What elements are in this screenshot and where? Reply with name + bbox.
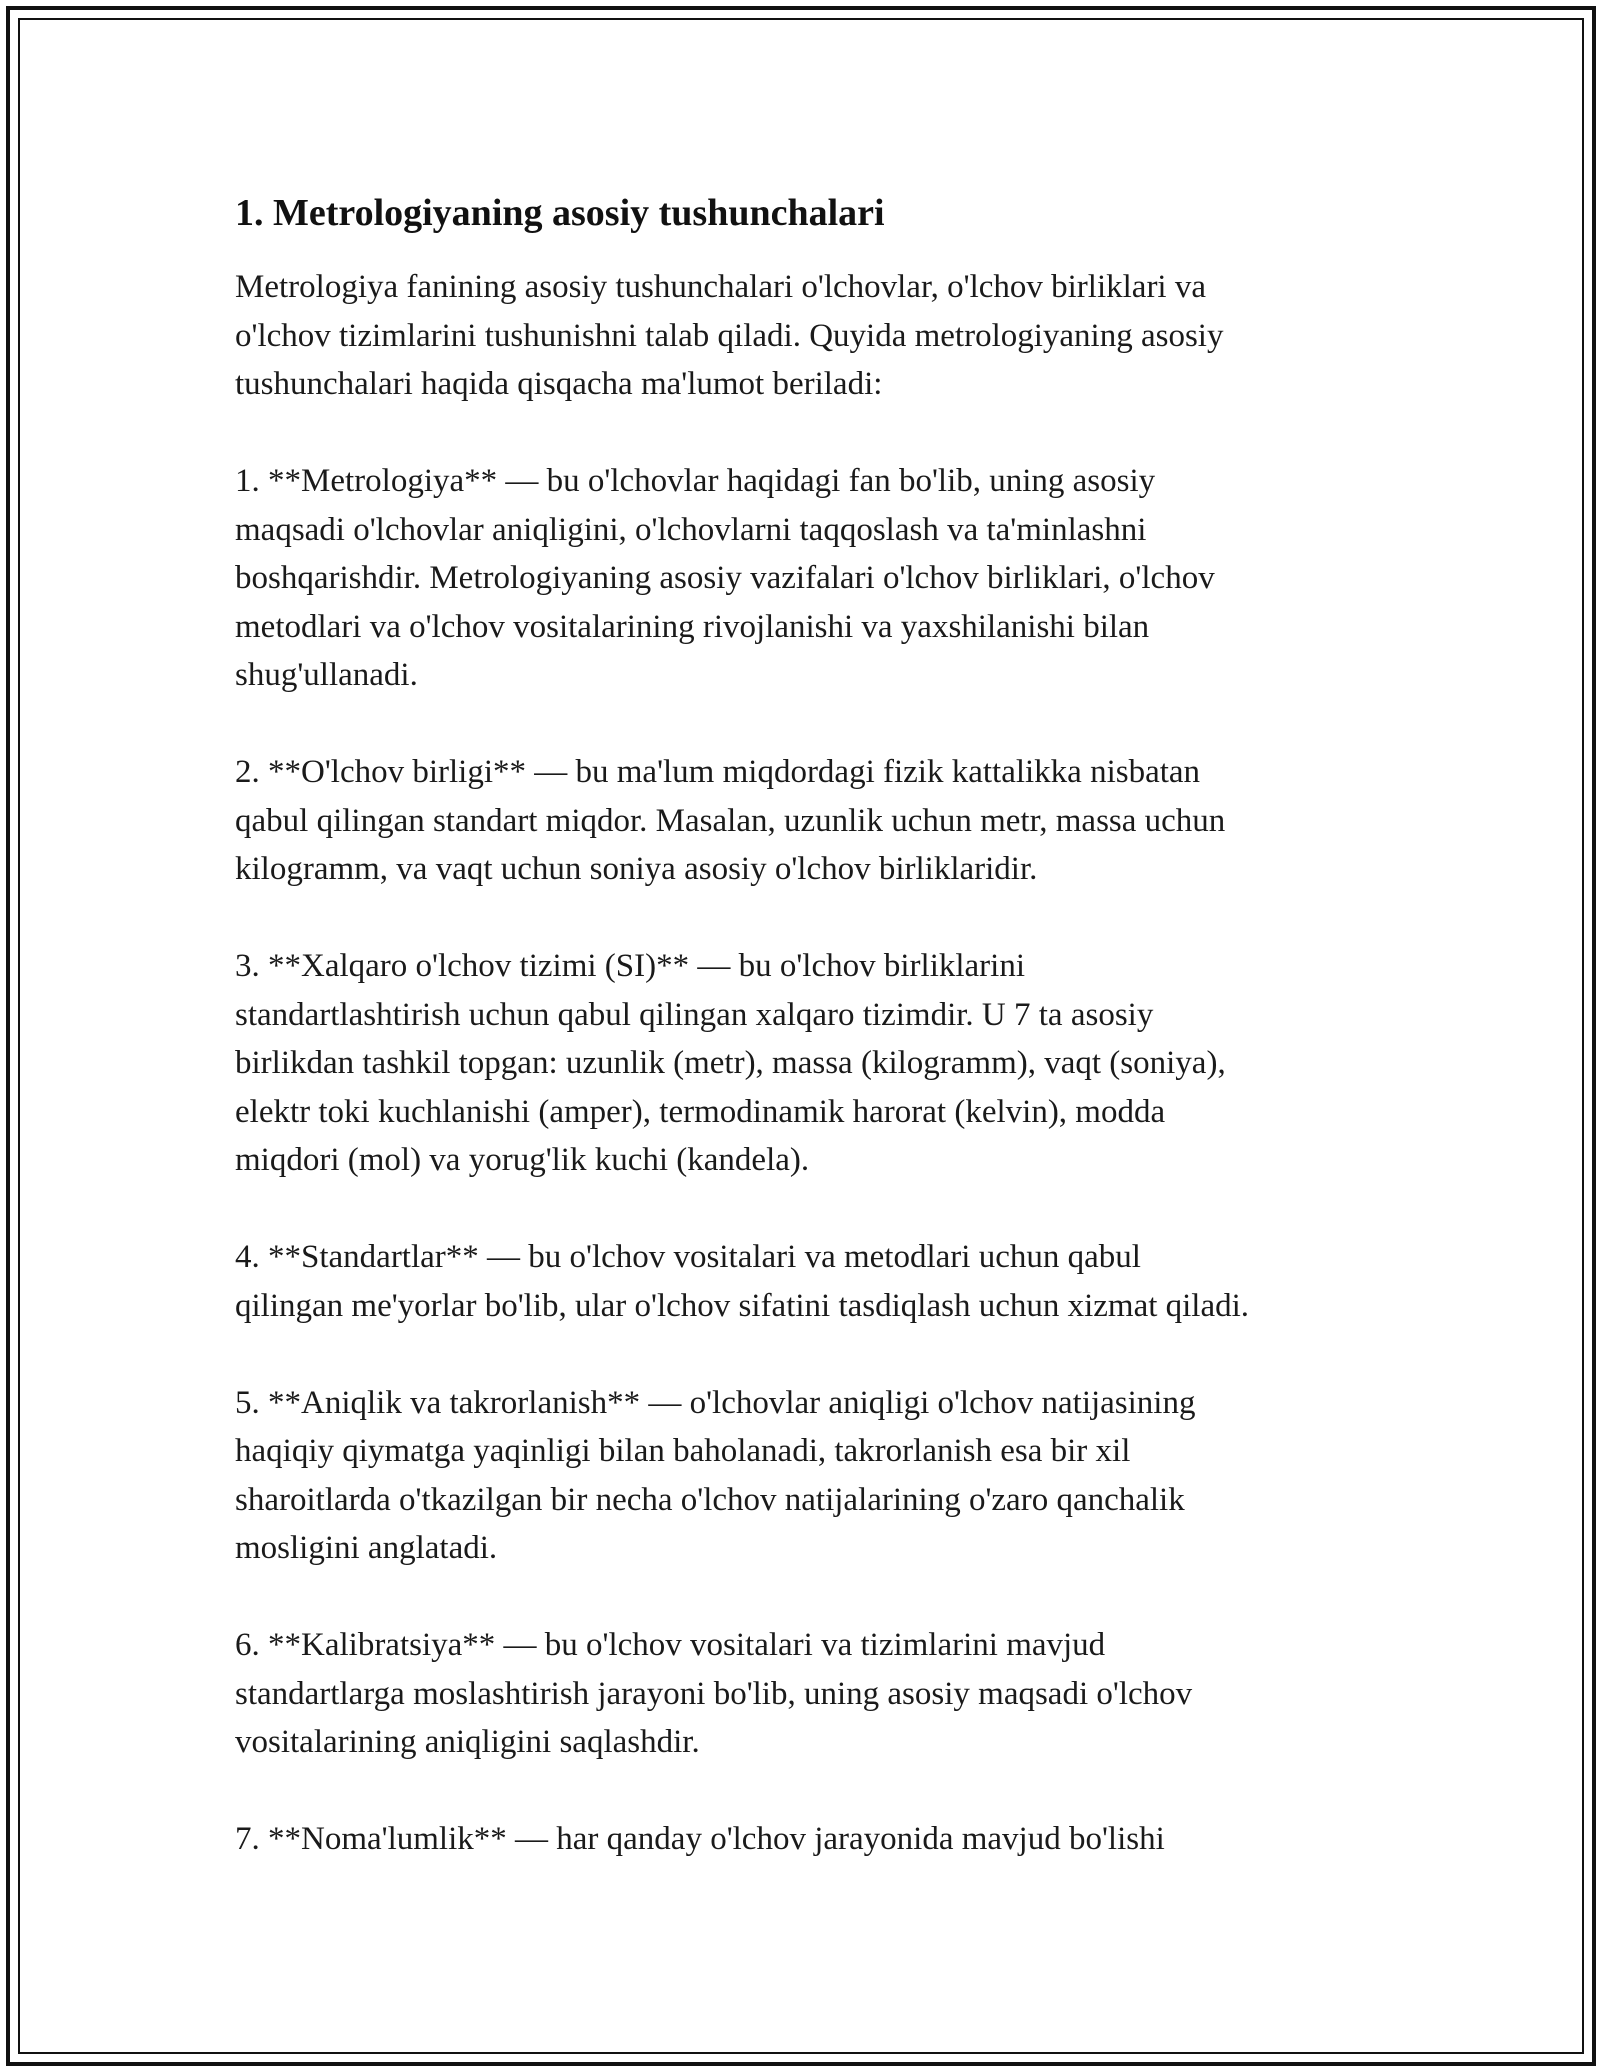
paragraph-line: elektr toki kuchlanishi (amper), termodinamik harorat (kelvin), modda [235,1093,1166,1130]
item-aniqlik [235,1379,1375,1573]
paragraph-line: 6. **Kalibratsiya** — bu o'lchov vositalari va tizimlarini mavjud [235,1627,1106,1663]
paragraph-line: 2. **O'lchov birligi** — bu ma'lum miqdordagi fizik kattalikka nisbatan [235,754,1201,790]
paragraph-line: Metrologiya fanining asosiy tushunchalari o'lchovlar, o'lchov birliklari va [235,269,1207,305]
paragraph-line: 3. **Xalqaro o'lchov tizimi (SI)** — bu o'lchov birliklarini [235,948,1026,984]
paragraph-line: vositalarining aniqligini saqlashdir. [235,1724,700,1760]
paragraph-line: 4. **Standartlar** — bu o'lchov vositalari va metodlari uchun qabul [235,1239,1141,1275]
paragraph-line: o'lchov tizimlarini tushunishni talab qiladi. Quyida metrologiyaning asosiy [235,317,1224,354]
item-xalqaro-tizim [235,942,1375,1185]
paragraph-line: birlikdan tashkil topgan: uzunlik (metr), massa (kilogramm), vaqt (soniya), [235,1045,1226,1081]
paragraph-line: tushunchalari haqida qisqacha ma'lumot beriladi: [235,366,883,402]
paragraph-line: maqsadi o'lchovlar aniqligini, o'lchovlarni taqqoslash va ta'minlashni [235,511,1147,548]
item-nomalumlik [235,1815,1375,1864]
paragraph-line: 5. **Aniqlik va takrorlanish** — o'lchovlar aniqligi o'lchov natijasining [235,1384,1196,1421]
paragraph-line: standartlashtirish uchun qabul qilingan xalqaro tizimdir. U 7 ta asosiy [235,996,1154,1033]
paragraph-line: sharoitlarda o'tkazilgan bir necha o'lchov natijalarining o'zaro qanchalik [235,1481,1185,1518]
paragraph-line: 7. **Noma'lumlik** — har qanday o'lchov jarayonida mavjud bo'lishi [235,1821,1165,1857]
paragraph-line: qilingan me'yorlar bo'lib, ular o'lchov sifatini tasdiqlash uchun xizmat qiladi. [235,1287,1250,1324]
intro-paragraph [235,263,1375,409]
item-olchov-birligi [235,748,1375,894]
item-metrologiya [235,457,1375,700]
section-heading: 1. Metrologiyaning asosiy tushunchalari [235,192,885,234]
paragraph-line: haqiqiy qiymatga yaqinligi bilan baholanadi, takrorlanish esa bir xil [235,1433,1131,1469]
paragraph-line: shug'ullanadi. [235,657,418,693]
paragraph-line: standartlarga moslashtirish jarayoni bo'lib, uning asosiy maqsadi o'lchov [235,1675,1193,1712]
paragraph-line: boshqarishdir. Metrologiyaning asosiy vazifalari o'lchov birliklari, o'lchov [235,560,1215,596]
item-standartlar [235,1233,1375,1330]
item-kalibratsiya [235,1621,1375,1767]
paragraph-line: metodlari va o'lchov vositalarining rivojlanishi va yaxshilanishi bilan [235,608,1150,645]
paragraph-line: kilogramm, va vaqt uchun soniya asosiy o'lchov birliklaridir. [235,851,1038,887]
paragraph-line: mosligini anglatadi. [235,1530,498,1566]
document-body [235,183,1375,1912]
paragraph-line: miqdori (mol) va yorug'lik kuchi (kandela). [235,1142,810,1178]
paragraph-line: qabul qilingan standart miqdor. Masalan, uzunlik uchun metr, massa uchun [235,802,1226,839]
paragraph-line: 1. **Metrologiya** — bu o'lchovlar haqidagi fan bo'lib, uning asosiy [235,463,1156,499]
